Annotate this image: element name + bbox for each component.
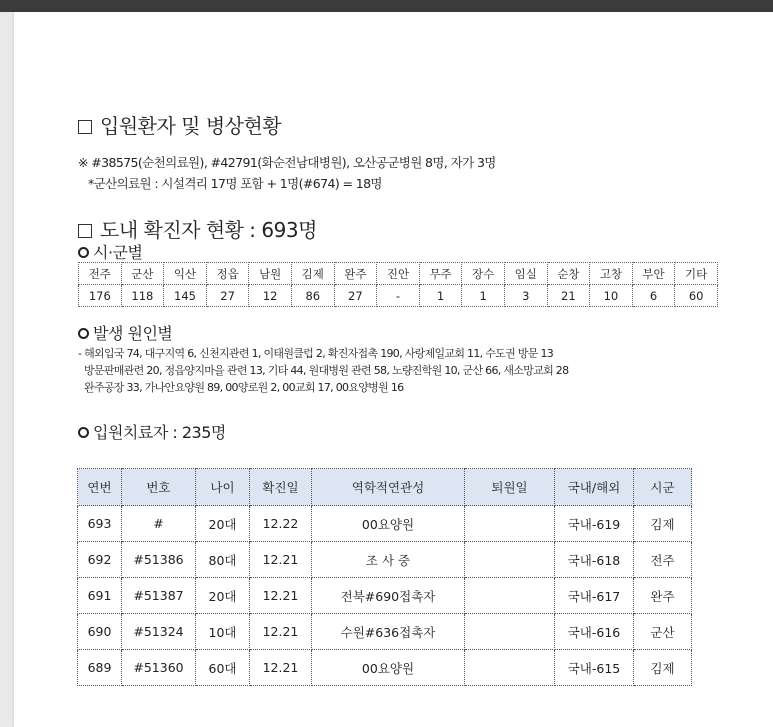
inpatient-note-2: *군산의료원 : 시설격리 17명 포함 + 1명(#674) = 18명	[88, 176, 382, 191]
table-row	[78, 578, 692, 614]
table-cell: #	[122, 506, 196, 542]
city-count-cell: 27	[334, 285, 377, 307]
city-count-cell: 60	[675, 285, 718, 307]
city-name-cell: 전주	[79, 263, 122, 285]
table-row	[78, 542, 692, 578]
table-cell: #51360	[122, 650, 196, 686]
city-count-cell: 27	[206, 285, 249, 307]
table-cell: 691	[78, 578, 122, 614]
cases-header-cell: 확진일	[250, 469, 312, 506]
city-count-cell: 86	[291, 285, 334, 307]
city-count-cell: 1	[462, 285, 505, 307]
checkbox-square-icon	[78, 120, 92, 134]
table-cell: 국내-618	[555, 542, 634, 578]
table-cell: 12.22	[250, 506, 312, 542]
table-cell: 국내-616	[555, 614, 634, 650]
table-cell: 군산	[634, 614, 692, 650]
city-name-cell: 순창	[547, 263, 590, 285]
section-confirmed-title: 도내 확진자 현황 : 693명	[100, 218, 317, 242]
city-count-cell: 145	[164, 285, 207, 307]
table-cell: #51324	[122, 614, 196, 650]
table-cell	[465, 614, 555, 650]
city-count-cell: 118	[121, 285, 164, 307]
inpatient-title: 입원치료자 : 235명	[93, 423, 226, 442]
cases-header-row	[78, 469, 692, 506]
city-name-cell: 고창	[590, 263, 633, 285]
table-cell: 00요양원	[312, 506, 465, 542]
section-confirmed-heading	[78, 214, 317, 243]
city-name-cell: 군산	[121, 263, 164, 285]
table-cell: 20대	[196, 578, 250, 614]
city-count-cell: 3	[504, 285, 547, 307]
city-name-cell: 완주	[334, 263, 377, 285]
bullet-circle-icon	[78, 328, 89, 339]
table-cell: 김제	[634, 650, 692, 686]
cases-header-cell: 시군	[634, 469, 692, 506]
checkbox-square-icon	[78, 224, 92, 238]
by-city-title: 시·군별	[93, 243, 143, 262]
city-name-cell: 무주	[419, 263, 462, 285]
cases-header-cell: 나이	[196, 469, 250, 506]
city-count-cell: 12	[249, 285, 292, 307]
table-cell	[465, 542, 555, 578]
cause-line-1: - 해외입국 74, 대구지역 6, 신천지관련 1, 이태원클럽 2, 확진자접촉 190, 사랑제일교회 11, 수도권 방문 13	[78, 347, 554, 360]
table-cell: 김제	[634, 506, 692, 542]
table-cell	[465, 506, 555, 542]
table-cell	[465, 650, 555, 686]
section-inpatient-heading	[78, 110, 281, 139]
city-name-cell: 남원	[249, 263, 292, 285]
city-name-cell: 진안	[377, 263, 420, 285]
city-count-table	[78, 262, 718, 307]
city-name-cell: 부안	[632, 263, 675, 285]
table-cell: 20대	[196, 506, 250, 542]
bullet-circle-icon	[78, 247, 89, 258]
table-cell: 국내-617	[555, 578, 634, 614]
city-count-cell: -	[377, 285, 420, 307]
cases-table	[77, 468, 692, 686]
table-cell: 80대	[196, 542, 250, 578]
window-top-bar	[0, 0, 773, 12]
cases-header-cell: 퇴원일	[465, 469, 555, 506]
city-count-cell: 1	[419, 285, 462, 307]
cases-header-cell: 번호	[122, 469, 196, 506]
table-cell: 693	[78, 506, 122, 542]
city-name-cell: 기타	[675, 263, 718, 285]
table-cell: 국내-619	[555, 506, 634, 542]
table-cell: 12.21	[250, 614, 312, 650]
left-margin	[0, 12, 14, 727]
table-cell: 690	[78, 614, 122, 650]
cases-header-cell: 국내/해외	[555, 469, 634, 506]
city-count-cell: 6	[632, 285, 675, 307]
cause-line-2: 방문판매관련 20, 정읍양지마을 관련 13, 기타 44, 원대병원 관련 58, 노량진학원 10, 군산 66, 새소망교회 28	[84, 364, 569, 377]
table-cell: 00요양원	[312, 650, 465, 686]
table-cell: 10대	[196, 614, 250, 650]
city-name-cell: 익산	[164, 263, 207, 285]
city-name-cell: 임실	[504, 263, 547, 285]
inpatient-note-1: ※ #38575(순천의료원), #42791(화순전남대병원), 오산공군병원 8명, 자가 3명	[78, 155, 496, 170]
by-cause-heading	[78, 321, 172, 344]
by-city-heading	[78, 240, 142, 263]
section-inpatient-title: 입원환자 및 병상현황	[100, 114, 282, 138]
city-name-cell: 장수	[462, 263, 505, 285]
table-cell: 12.21	[250, 542, 312, 578]
table-cell	[465, 578, 555, 614]
city-name-cell: 김제	[291, 263, 334, 285]
city-count-row	[79, 285, 718, 307]
document-page	[14, 12, 773, 727]
city-count-cell: 10	[590, 285, 633, 307]
table-row	[78, 650, 692, 686]
table-cell: 전북#690접촉자	[312, 578, 465, 614]
table-cell: 수원#636접촉자	[312, 614, 465, 650]
table-cell: 국내-615	[555, 650, 634, 686]
cases-header-cell: 역학적연관성	[312, 469, 465, 506]
cases-body	[78, 506, 692, 686]
table-cell: 조 사 중	[312, 542, 465, 578]
city-count-cell: 176	[79, 285, 122, 307]
table-cell: 12.21	[250, 578, 312, 614]
cause-line-3: 완주공장 33, 가나안요양원 89, 00양로원 2, 00교회 17, 00요양병원 16	[84, 381, 404, 394]
table-cell: 692	[78, 542, 122, 578]
table-row	[78, 614, 692, 650]
city-name-cell: 정읍	[206, 263, 249, 285]
table-row	[78, 506, 692, 542]
table-cell: 12.21	[250, 650, 312, 686]
table-cell: #51386	[122, 542, 196, 578]
table-cell: 완주	[634, 578, 692, 614]
table-cell: 689	[78, 650, 122, 686]
cases-header-cell: 연번	[78, 469, 122, 506]
by-cause-title: 발생 원인별	[93, 324, 173, 343]
table-cell: #51387	[122, 578, 196, 614]
table-cell: 60대	[196, 650, 250, 686]
city-name-row	[79, 263, 718, 285]
city-count-cell: 21	[547, 285, 590, 307]
inpatient-heading	[78, 420, 226, 443]
table-cell: 전주	[634, 542, 692, 578]
bullet-circle-icon	[78, 427, 89, 438]
